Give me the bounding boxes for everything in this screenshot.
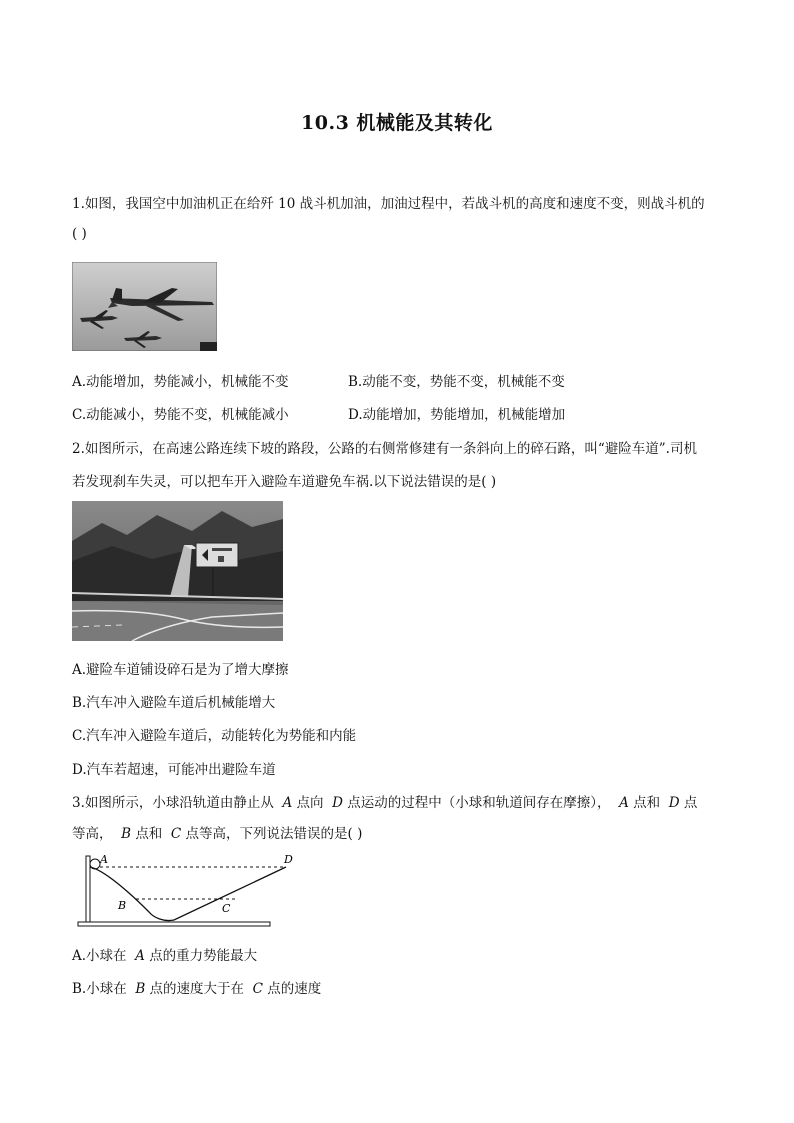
q1-option-b: B.动能不变，势能不变，机械能不变 — [348, 374, 565, 390]
var-b: B — [135, 981, 146, 997]
q1-option-d: D.动能增加，势能增加，机械能增加 — [348, 407, 566, 423]
q3-option-text: A.小球在 — [72, 948, 127, 964]
q3-stem-text: 点运动的过程中（小球和轨道间存在摩擦）， — [347, 795, 611, 811]
q2-option-c: C.汽车冲入避险车道后，动能转化为势能和内能 — [72, 728, 357, 744]
q1-option-a: A.动能增加，势能减小，机械能不变 — [72, 374, 289, 390]
var-c: C — [170, 826, 182, 842]
var-b: B — [121, 826, 132, 842]
q3-option-text: 点的重力势能最大 — [149, 948, 258, 964]
var-d: D — [332, 795, 343, 811]
var-a: A — [135, 948, 145, 964]
q3-option-b — [72, 977, 321, 997]
page-title: 10.3 机械能及其转化 — [301, 112, 493, 134]
q2-option-b: B.汽车冲入避险车道后机械能增大 — [72, 695, 276, 711]
q3-stem-line2 — [72, 822, 362, 842]
q3-stem-line1 — [72, 791, 697, 811]
label-a: A — [100, 853, 108, 866]
refueling-aircraft-photo — [72, 262, 217, 351]
q3-stem-text: 点和 — [135, 826, 163, 842]
label-d: D — [284, 853, 293, 866]
track-diagram — [74, 852, 306, 930]
q3-stem-text: 点和 — [633, 795, 661, 811]
escape-ramp-photo — [72, 501, 283, 641]
var-d: D — [668, 795, 680, 811]
q3-stem-text: 点 — [683, 795, 698, 811]
q3-option-text: 点的速度大于在 — [149, 981, 245, 997]
label-b: B — [118, 899, 127, 912]
q3-option-text: 点的速度 — [267, 981, 322, 997]
var-c: C — [252, 981, 263, 997]
q2-option-d: D.汽车若超速，可能冲出避险车道 — [72, 762, 276, 778]
q2-stem-line1: 2.如图所示，在高速公路连续下坡的路段，公路的右侧常修建有一条斜向上的碎石路，叫“避险车道”.司机 — [72, 441, 697, 457]
var-a: A — [282, 795, 293, 811]
q2-stem-line2: 若发现刹车失灵，可以把车开入避险车道避免车祸.以下说法错误的是( ) — [72, 474, 497, 490]
q1-stem-line2: ( ) — [72, 226, 87, 242]
q3-option-a — [72, 944, 257, 964]
q1-stem-line1: 1.如图，我国空中加油机正在给歼 10 战斗机加油，加油过程中，若战斗机的高度和速度不变，则战斗机的 — [72, 196, 705, 212]
q3-stem-text: 3.如图所示，小球沿轨道由静止从 — [72, 795, 274, 811]
q2-option-a: A.避险车道铺设碎石是为了增大摩擦 — [72, 662, 289, 678]
q1-option-c: C.动能减小，势能不变，机械能减小 — [72, 407, 289, 423]
q3-option-text: B.小球在 — [72, 981, 127, 997]
var-a: A — [619, 795, 629, 811]
q3-stem-text: 等高， — [72, 826, 113, 842]
label-c: C — [222, 902, 231, 915]
q3-stem-text: 点等高，下列说法错误的是( ) — [185, 826, 363, 842]
q3-stem-text: 点向 — [296, 795, 324, 811]
